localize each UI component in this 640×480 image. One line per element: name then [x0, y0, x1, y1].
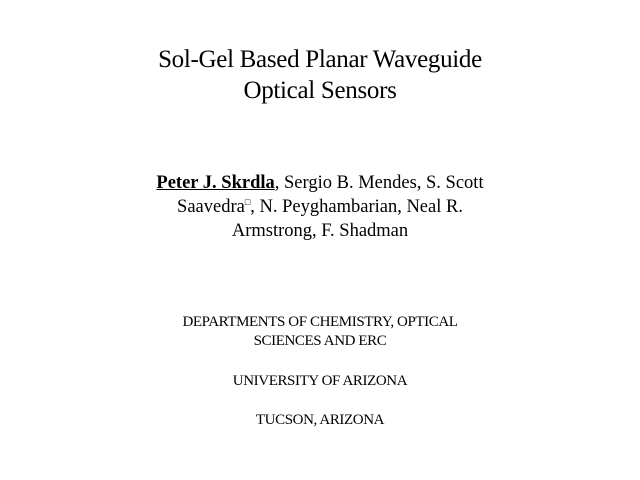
university-name: UNIVERSITY OF ARIZONA	[232, 373, 408, 389]
department-affiliation	[0, 313, 640, 351]
corresponding-author-marker: □	[244, 196, 251, 207]
department-line-2: SCIENCES AND ERC	[253, 333, 387, 349]
location: TUCSON, ARIZONA	[255, 412, 385, 428]
title-line-2: Optical Sensors	[243, 77, 397, 104]
author-line-2-rest: , N. Peyghambarian, Neal R.	[250, 197, 463, 217]
author-line-2	[100, 195, 540, 219]
title-line-1: Sol-Gel Based Planar Waveguide	[158, 46, 482, 73]
author-line-1-rest: , Sergio B. Mendes, S. Scott	[274, 173, 484, 193]
author-line-1	[100, 171, 540, 195]
author-list	[100, 171, 540, 243]
author-line-2-start: Saavedra	[177, 197, 245, 217]
lead-author: Peter J. Skrdla	[156, 173, 275, 193]
slide-title	[0, 44, 640, 106]
department-line-1: DEPARTMENTS OF CHEMISTRY, OPTICAL	[182, 314, 458, 330]
author-line-3: Armstrong, F. Shadman	[231, 221, 409, 241]
